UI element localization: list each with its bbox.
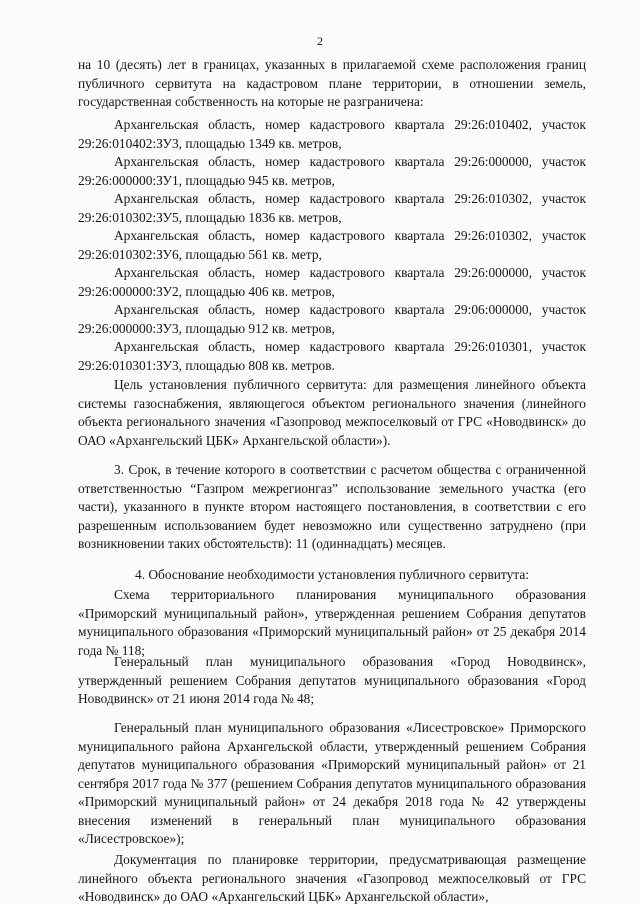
paragraph-parcel-5: Архангельская область, номер кадастрового квартала 29:26:000000, участок 29:26:000000:ЗУ2, площадью 406 кв. метров, <box>78 265 586 299</box>
paragraph-term-section-3: 3. Срок, в течение которого в соответствии с расчетом общества с ограниченной ответственностью “Газпром межрегионгаз” использование земельного участка (его части), указанного в пункте втором настоящего постановления, в соответствии с его разрешенным использованием будет невозможно или существенно затруднено (при возникновении таких обстоятельств): 11 (одиннадцать) месяцев. <box>78 462 586 551</box>
paragraph-parcel-2: Архангельская область, номер кадастрового квартала 29:26:000000, участок 29:26:000000:ЗУ1, площадью 945 кв. метров, <box>78 154 586 188</box>
paragraph-parcel-4: Архангельская область, номер кадастрового квартала 29:26:010302, участок 29:26:010302:ЗУ6, площадью 561 кв. метр, <box>78 228 586 262</box>
paragraph-purpose: Цель установления публичного сервитута: для размещения линейного объекта системы газоснабжения, являющегося объектом регионального значения (линейного объекта регионального значения «Газопровод межпоселковый от ГРС «Новодвинск» до ОАО «Архангельский ЦБК» Архангельской области»). <box>78 377 586 448</box>
paragraph-parcel-6: Архангельская область, номер кадастрового квартала 29:06:000000, участок 29:26:000000:ЗУ3, площадью 912 кв. метров, <box>78 302 586 336</box>
paragraph-general-plan-novodvinsk: Генеральный план муниципального образования «Город Новодвинск», утвержденный решением Собрания депутатов муниципального образования «Город Новодвинск» от 21 июня 2014 года № 48; <box>78 654 586 706</box>
paragraph-planning-documentation: Документация по планировке территории, предусматривающая размещение линейного объекта регионального значения «Газопровод межпоселковый от ГРС «Новодвинск» до ОАО «Архангельский ЦБК» Архангельской области», <box>78 852 586 904</box>
paragraph-section-4-heading: 4. Обоснование необходимости установления публичного сервитута: <box>135 567 529 582</box>
paragraph-parcel-7: Архангельская область, номер кадастрового квартала 29:26:010301, участок 29:26:010301:ЗУ3, площадью 808 кв. метров. <box>78 339 586 373</box>
paragraph-general-plan-lisestrovskoe: Генеральный план муниципального образования «Лисестровское» Приморского муниципального района Архангельской области, утвержденный решением Собрания депутатов муниципального образования «Приморский муниципальный район» от 21 сентября 2017 года № 377 (решением Собрания депутатов муниципального образования «Приморский муниципальный район» от 24 декабря 2018 года № 42 утверждены внесения изменений в генеральный план муниципального образования «Лисестровское»); <box>78 720 586 846</box>
paragraph-parcel-3: Архангельская область, номер кадастрового квартала 29:26:010302, участок 29:26:010302:ЗУ5, площадью 1836 кв. метров, <box>78 191 586 225</box>
paragraph-servitude-term: на 10 (десять) лет в границах, указанных в прилагаемой схеме расположения границ публичного сервитута на кадастровом плане территории, в отношении земель, государственная собственность на которые не разграничена: <box>78 57 586 109</box>
paragraph-territorial-scheme: Схема территориального планирования муниципального образования «Приморский муниципальный район», утвержденная решением Собрания депутатов муниципального образования «Приморский муниципальный район» от 25 декабря 2014 года № 118; <box>78 587 586 658</box>
page-number: 2 <box>317 34 323 48</box>
paragraph-parcel-1: Архангельская область, номер кадастрового квартала 29:26:010402, участок 29:26:010402:ЗУ3, площадью 1349 кв. метров, <box>78 117 586 151</box>
